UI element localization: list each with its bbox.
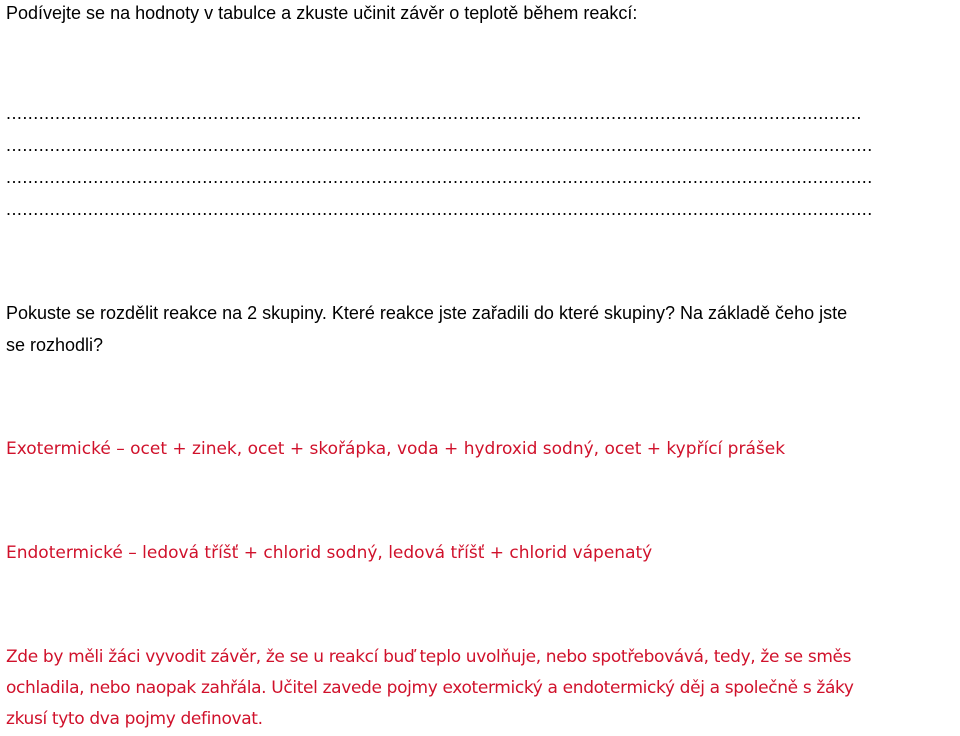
worksheet-page [6, 0, 956, 736]
answer-endothermic: Endotermické – ledová tříšť + chlorid sodný, ledová tříšť + chlorid vápenatý [6, 543, 653, 563]
question-groups-line: Pokuste se rozdělit reakce na 2 skupiny. Které reakce jste zařadili do které skupiny? Na základě čeho jste [6, 303, 848, 323]
answer-exothermic: Exotermické – ocet + zinek, ocet + skořápka, voda + hydroxid sodný, ocet + kypřící prášek [6, 439, 786, 459]
question-groups-line: se rozhodli? [6, 335, 104, 355]
question-temperature: Podívejte se na hodnoty v tabulce a zkuste učinit závěr o teplotě během reakcí: [6, 3, 638, 23]
teacher-note-line: zkusí tyto dva pojmy definovat. [6, 709, 263, 729]
answer-line[interactable]: ............................................................................................................................................................. [6, 104, 862, 122]
answer-line[interactable]: ............................................................................................................................................................... [6, 168, 873, 186]
teacher-note-line: ochladila, nebo naopak zahřála. Učitel zavede pojmy exotermický a endotermický děj a společně s žáky [6, 678, 854, 698]
answer-line[interactable]: ............................................................................................................................................................... [6, 200, 873, 218]
teacher-note-line: Zde by měli žáci vyvodit závěr, že se u reakcí buď teplo uvolňuje, nebo spotřebovává, tedy, že se směs [6, 647, 852, 667]
answer-line[interactable]: ............................................................................................................................................................... [6, 136, 873, 154]
